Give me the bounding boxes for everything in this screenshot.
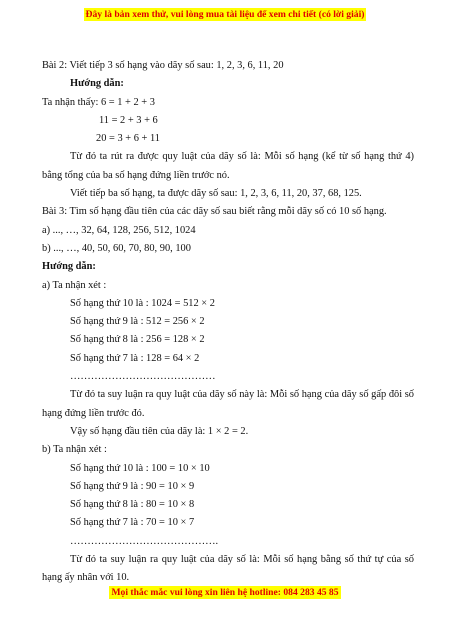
observation-line: Ta nhận thấy: 6 = 1 + 2 + 3 — [42, 96, 155, 108]
equation-line: 20 = 3 + 6 + 11 — [96, 133, 160, 145]
answer-line: Vậy số hạng đầu tiên của dãy là: 1 × 2 = 2. — [70, 425, 249, 437]
term-line: Số hạng thứ 10 là : 1024 = 512 × 2 — [70, 297, 215, 309]
part-a-heading: a) Ta nhận xét : — [42, 279, 107, 291]
rule-paragraph: Từ đó ta rút ra được quy luật của dãy số là: Mỗi số hạng (kể từ số hạng thứ 4) bằng tổng của ba số hạng đứng liền trước nó. — [42, 151, 414, 181]
document-body — [42, 57, 414, 588]
term-line: Số hạng thứ 8 là : 80 = 10 × 8 — [70, 499, 195, 511]
sequence-b: b) ..., …, 40, 50, 60, 70, 80, 90, 100 — [42, 242, 191, 254]
ellipsis-line: ……………………………………. — [70, 535, 219, 547]
term-line: Số hạng thứ 10 là : 100 = 10 × 10 — [70, 462, 210, 474]
ellipsis-line: …………………………………… — [70, 371, 216, 383]
term-line: Số hạng thứ 8 là : 256 = 128 × 2 — [70, 334, 205, 346]
term-line: Số hạng thứ 7 là : 128 = 64 × 2 — [70, 352, 200, 364]
part-b-heading: b) Ta nhận xét : — [42, 444, 107, 456]
sequence-a: a) ..., …, 32, 64, 128, 256, 512, 1024 — [42, 224, 196, 236]
solution-heading: Hướng dẫn: — [70, 78, 124, 90]
exercise-2-title: Bài 2: Viết tiếp 3 số hạng vào dãy số sau: 1, 2, 3, 6, 11, 20 — [42, 60, 284, 71]
answer-line: Viết tiếp ba số hạng, ta được dãy số sau: 1, 2, 3, 6, 11, 20, 37, 68, 125. — [70, 188, 362, 200]
preview-notice-text: Đây là bản xem thử, vui lòng mua tài liệu để xem chi tiết (có lời giải) — [85, 8, 365, 20]
term-line: Số hạng thứ 9 là : 90 = 10 × 9 — [70, 480, 195, 492]
equation-line: 11 = 2 + 3 + 6 — [99, 114, 158, 126]
hotline-text: Mọi thắc mắc vui lòng xin liên hệ hotline: 084 283 45 85 — [111, 586, 339, 598]
term-line: Số hạng thứ 9 là : 512 = 256 × 2 — [70, 316, 205, 328]
preview-notice-banner — [0, 0, 450, 28]
hotline-banner — [0, 582, 450, 602]
solution-heading: Hướng dẫn: — [42, 261, 96, 273]
term-line: Số hạng thứ 7 là : 70 = 10 × 7 — [70, 517, 195, 529]
rule-paragraph: Từ đó ta suy luận ra quy luật của dãy số là: Mỗi số hạng bằng số thứ tự của số hạng ấy nhân với 10. — [42, 554, 414, 584]
exercise-3-title: Bài 3: Tìm số hạng đầu tiên của các dãy số sau biết rằng mỗi dãy số có 10 số hạng. — [42, 206, 387, 218]
rule-paragraph: Từ đó ta suy luận ra quy luật của dãy số này là: Mỗi số hạng của dãy số gấp đôi số hạng đứng liền trước đó. — [42, 389, 414, 419]
